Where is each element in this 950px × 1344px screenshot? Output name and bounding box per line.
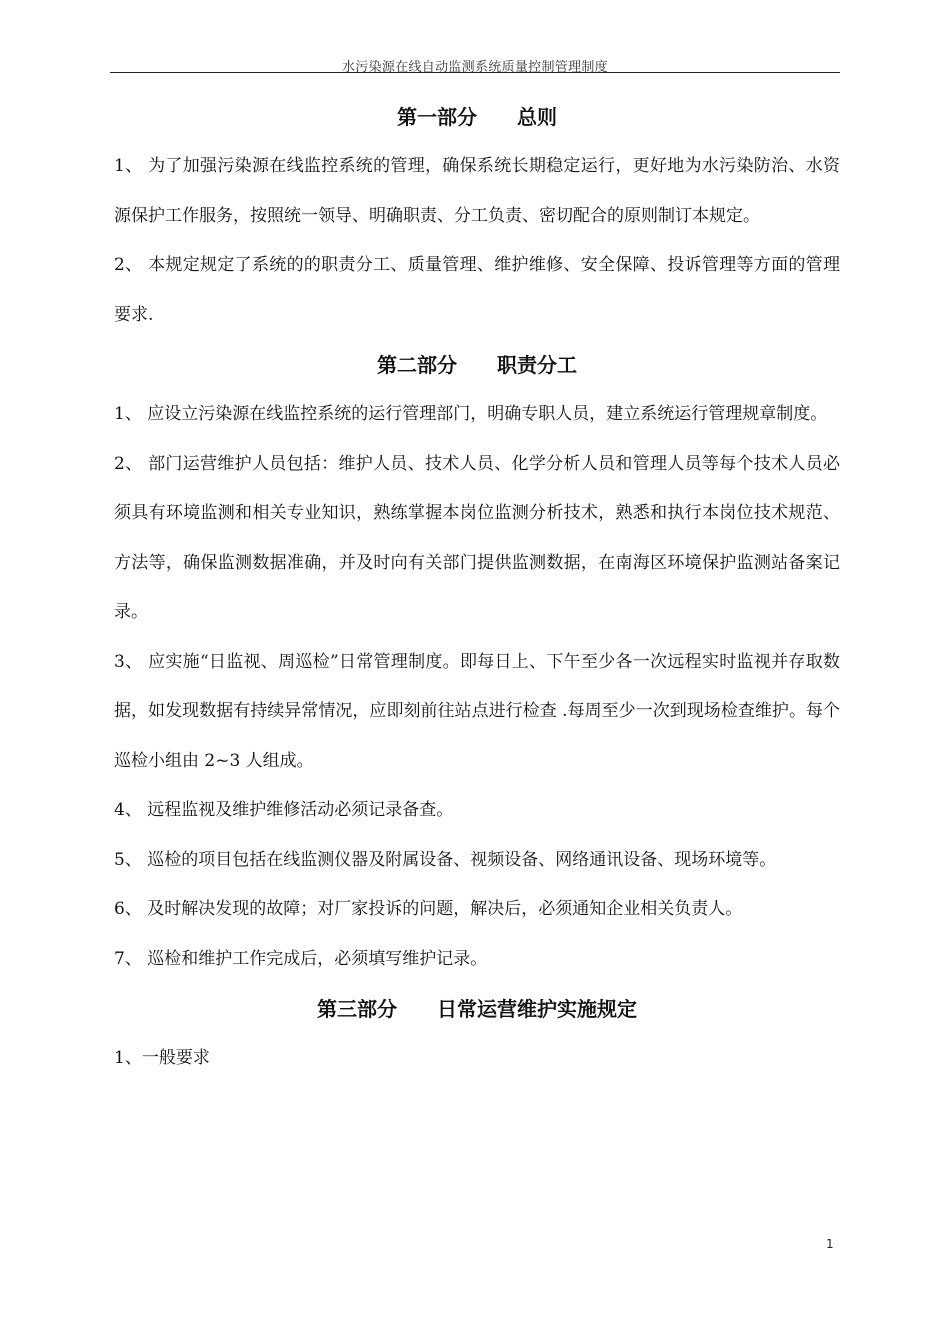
paragraph: 6、 及时解决发现的故障；对厂家投诉的问题，解决后，必须通知企业相关负责人。	[114, 899, 743, 919]
paragraph: 2、 部门运营维护人员包括：维护人员、技术人员、化学分析人员和管理人员等每个技术人员必须具有环境监测和相关专业知识，熟练掌握本岗位监测分析技术，熟悉和执行本岗位技术规范、方法等，确保监测数据准确，并及时向有关部门提供监测数据，在南海区环境保护监测站备案记录。	[114, 453, 840, 622]
section-title: 第一部分 总则	[397, 105, 557, 129]
paragraph: 2、 本规定规定了系统的的职责分工、质量管理、维护维修、安全保障、投诉管理等方面的管理要求.	[114, 255, 840, 325]
section-daily-operations	[114, 984, 840, 1084]
paragraph: 7、 巡检和维护工作完成后，必须填写维护记录。	[114, 948, 488, 969]
document-body	[114, 92, 840, 1084]
page-number: 1	[826, 1237, 834, 1251]
section-general	[114, 92, 840, 340]
paragraph: 4、 远程监视及维护维修活动必须记录备查。	[114, 800, 454, 820]
section-title: 第二部分 职责分工	[377, 353, 577, 377]
paragraph: 3、 应实施“日监视、周巡检”日常管理制度。即每日上、下午至少各一次远程实时监视并存取数据，如发现数据有持续异常情况，应即刻前往站点进行检查 .每周至少一次到现场检查维护。每个巡检小组由 2~3 人组成。	[114, 651, 840, 771]
paragraph: 5、 巡检的项目包括在线监测仪器及附属设备、视频设备、网络通讯设备、现场环境等。	[114, 849, 777, 870]
paragraph: 1、 应设立污染源在线监控系统的运行管理部门，明确专职人员，建立系统运行管理规章制度。	[114, 404, 828, 424]
section-responsibilities	[114, 340, 840, 984]
paragraph: 1、一般要求	[114, 1048, 210, 1068]
section-title: 第三部分 日常运营维护实施规定	[317, 997, 637, 1021]
running-header: 水污染源在线自动监测系统质量控制管理制度	[341, 60, 608, 75]
header-divider	[110, 72, 840, 73]
paragraph: 1、 为了加强污染源在线监控系统的管理，确保系统长期稳定运行，更好地为水污染防治、水资源保护工作服务，按照统一领导、明确职责、分工负责、密切配合的原则制订本规定。	[114, 156, 840, 226]
